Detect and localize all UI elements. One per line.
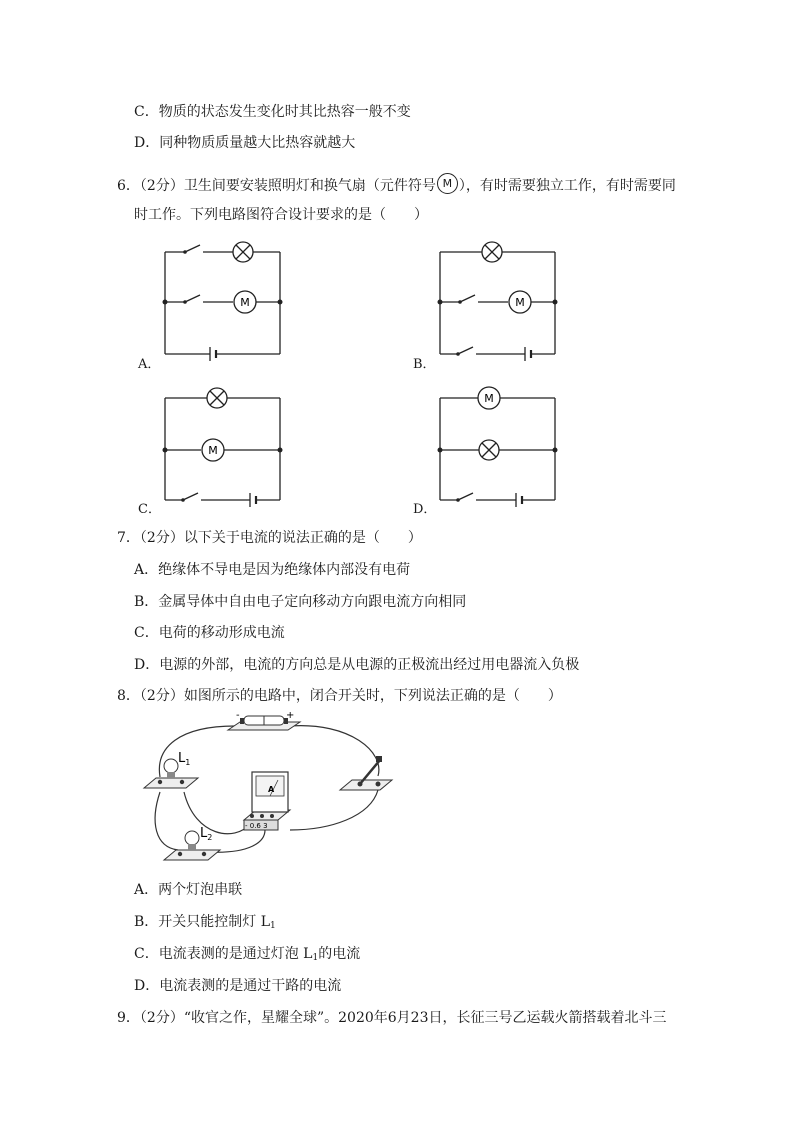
q7-option-b: B．金属导体中自由电子定向移动方向跟电流方向相同 [134, 594, 467, 610]
q7-option-d: D．电源的外部，电流的方向总是从电源的正极流出经过用电器流入负极 [134, 657, 580, 673]
q8-option-d: D．电流表测的是通过干路的电流 [134, 978, 342, 994]
motor-label: M [240, 296, 250, 309]
motor-label: M [515, 296, 525, 309]
motor-symbol-icon: M [437, 173, 458, 194]
q8-option-c: C．电流表测的是通过灯泡 $L_1$的电流 [134, 946, 361, 963]
q7-option-a: A．绝缘体不导电是因为绝缘体内部没有电荷 [134, 562, 411, 578]
ammeter-label: A [268, 785, 275, 794]
motor-label: M [208, 444, 218, 457]
q6-stem-part1: 6．（2分）卫生间要安装照明灯和换气扇（元件符号 [117, 178, 436, 194]
q5-option-c: C．物质的状态发生变化时其比热容一般不变 [134, 104, 411, 120]
l1-label: $L_1$ [178, 751, 191, 767]
ammeter-terminals: - 0.6 3 [245, 822, 268, 830]
q6-stem-part2: ），有时需要独立工作，有时需要同 [458, 178, 676, 194]
l2-label: $L_2$ [200, 826, 213, 842]
battery-minus-label: - [236, 712, 240, 721]
q8-option-a: A．两个灯泡串联 [134, 882, 243, 898]
q9-stem: 9．（2分）“收官之作，星耀全球”。2020年6月23日，长征三号乙运载火箭搭载着北斗三 [117, 1010, 667, 1026]
circuit-diagram-c [155, 386, 290, 511]
q6-stem-line1 [117, 173, 676, 196]
q5-option-d: D．同种物质质量越大比热容就越大 [134, 135, 356, 151]
battery-plus-label: + [286, 712, 295, 721]
circuit-label-d: D． [413, 502, 437, 517]
q7-stem: 7．（2分）以下关于电流的说法正确的是（ ） [117, 530, 422, 546]
q8-circuit-illustration [140, 712, 400, 872]
q8-option-b: B．开关只能控制灯 $L_1$ [134, 914, 276, 931]
circuit-diagram-a [155, 240, 290, 365]
circuit-label-b: B． [413, 357, 436, 372]
motor-label: M [484, 392, 494, 405]
knife-switch [340, 756, 392, 790]
q6-stem-line2: 时工作。下列电路图符合设计要求的是（ ） [134, 207, 428, 223]
circuit-label-a: A． [138, 357, 161, 372]
q8-stem: 8．（2分）如图所示的电路中，闭合开关时，下列说法正确的是（ ） [117, 688, 562, 704]
q7-option-c: C．电荷的移动形成电流 [134, 625, 285, 641]
circuit-diagram-b [430, 240, 565, 365]
circuit-diagram-d [430, 386, 565, 511]
circuit-label-c: C． [138, 502, 161, 517]
